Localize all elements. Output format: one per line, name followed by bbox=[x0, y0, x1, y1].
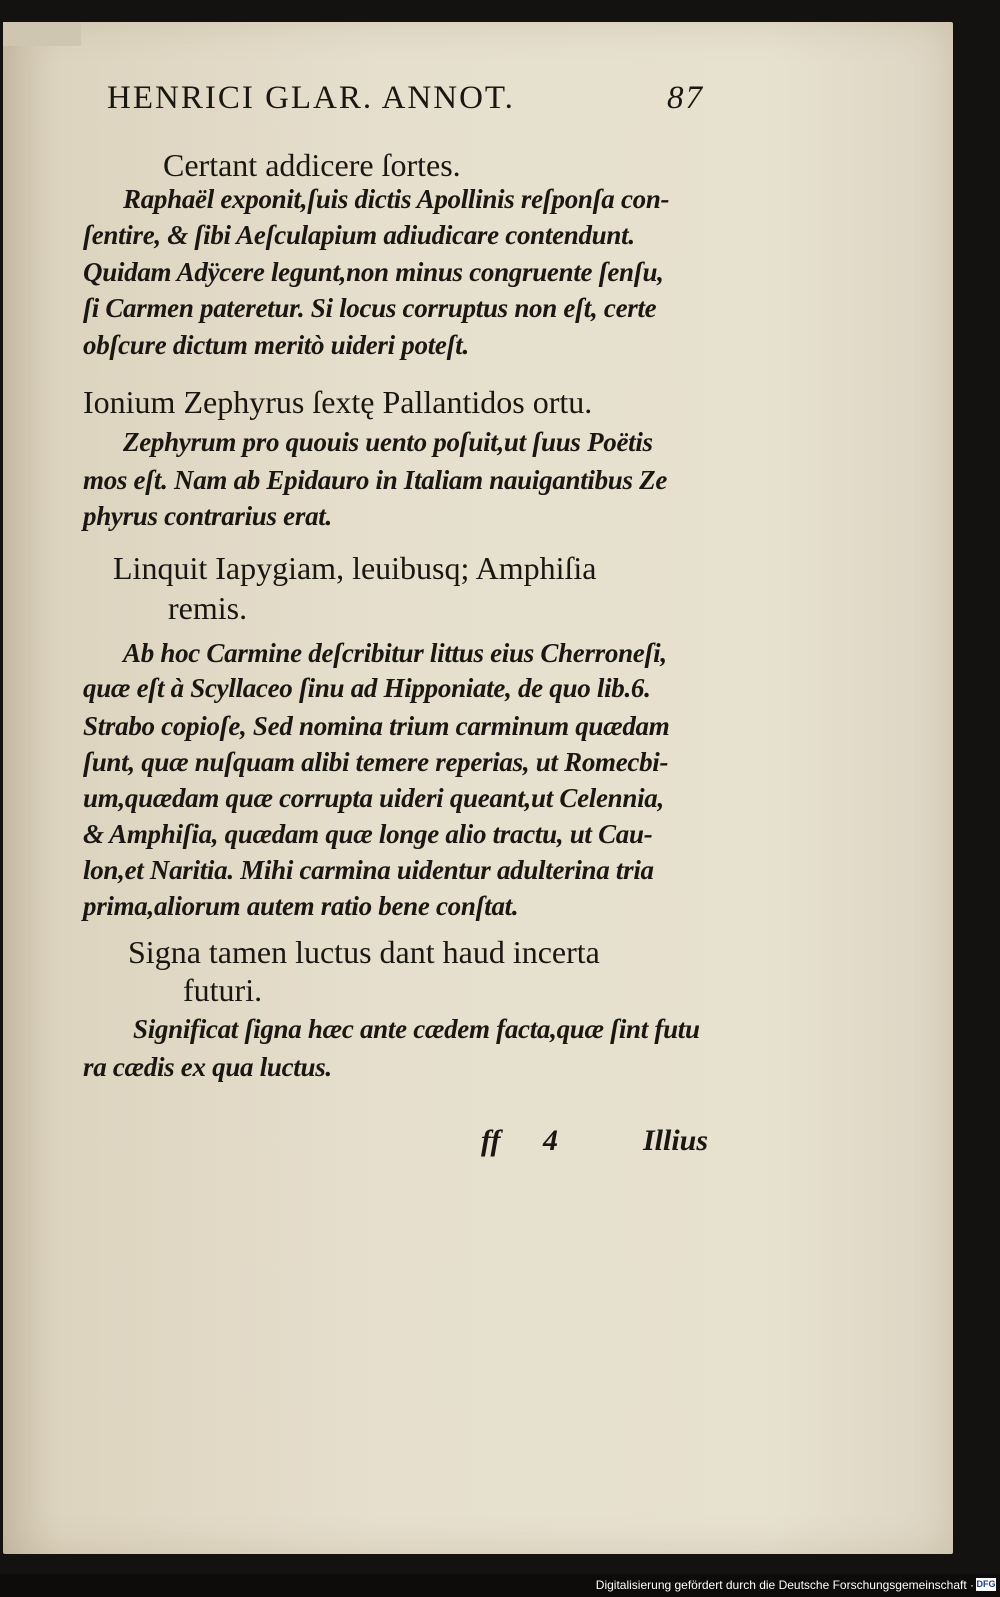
digitization-credit: Digitalisierung gefördert durch die Deutsche Forschungsgemeinschaft · bbox=[595, 1578, 974, 1592]
commentary-line: Strabo copioſe, Sed nomina trium carminum quædam bbox=[83, 711, 670, 741]
book-page bbox=[3, 22, 953, 1554]
commentary-line: & Amphiſia, quædam quæ longe alio tractu, ut Cau- bbox=[83, 819, 653, 849]
verse-line: remis. bbox=[168, 590, 248, 626]
page-edge-tab bbox=[3, 22, 81, 46]
verse-line: futuri. bbox=[183, 972, 263, 1008]
commentary-line: prima,aliorum autem ratio bene conſtat. bbox=[83, 891, 519, 921]
verse-line: Linquit Iapygiam, leuibusq; Amphiſia bbox=[113, 550, 597, 586]
verse-line: Certant addicere ſortes. bbox=[163, 147, 461, 183]
commentary-line: quæ eſt à Scyllaceo ſinu ad Hipponiate, de quo lib.6. bbox=[83, 673, 651, 703]
commentary-line: obſcure dictum meritò uideri poteſt. bbox=[83, 330, 469, 360]
running-header bbox=[107, 80, 707, 117]
commentary-line: ſentire, & ſibi Aeſculapium adiudicare contendunt. bbox=[83, 220, 635, 250]
signature-number: 4 bbox=[543, 1124, 558, 1157]
dfg-logo: DFG bbox=[976, 1579, 996, 1589]
commentary-line: Ab hoc Carmine deſcribitur littus eius Cherroneſi, bbox=[123, 638, 667, 668]
page-number: 87 bbox=[667, 80, 704, 116]
commentary-line: um,quædam quæ corrupta uideri queant,ut Celennia, bbox=[83, 783, 664, 813]
commentary-line: mos eſt. Nam ab Epidauro in Italiam nauigantibus Ze bbox=[83, 465, 668, 495]
commentary-line: lon,et Naritia. Mihi carmina uidentur adulterina tria bbox=[83, 855, 654, 885]
verse-line: Ionium Zephyrus ſextę Pallantidos ortu. bbox=[83, 384, 593, 420]
running-title: HENRICI GLAR. ANNOT. bbox=[107, 80, 515, 116]
commentary-line: Significat ſigna hæc ante cædem facta,quæ ſint futu bbox=[133, 1014, 700, 1044]
commentary-line: Quidam Adÿcere legunt,non minus congruente ſenſu, bbox=[83, 257, 664, 287]
commentary-line: phyrus contrarius erat. bbox=[83, 501, 332, 531]
commentary-line: ra cædis ex qua luctus. bbox=[83, 1052, 332, 1082]
commentary-line: Raphaël exponit,ſuis dictis Apollinis reſponſa con- bbox=[123, 184, 670, 214]
commentary-line: Zephyrum pro quouis uento poſuit,ut ſuus Poëtis bbox=[123, 427, 653, 457]
commentary-line: ſunt, quæ nuſquam alibi temere reperias, ut Romecbi- bbox=[83, 747, 669, 777]
signature-mark: ff bbox=[481, 1124, 501, 1157]
commentary-line: ſi Carmen pateretur. Si locus corruptus non eſt, certe bbox=[83, 293, 657, 323]
verse-line: Signa tamen luctus dant haud incerta bbox=[128, 934, 600, 970]
catchword: Illius bbox=[643, 1124, 709, 1157]
